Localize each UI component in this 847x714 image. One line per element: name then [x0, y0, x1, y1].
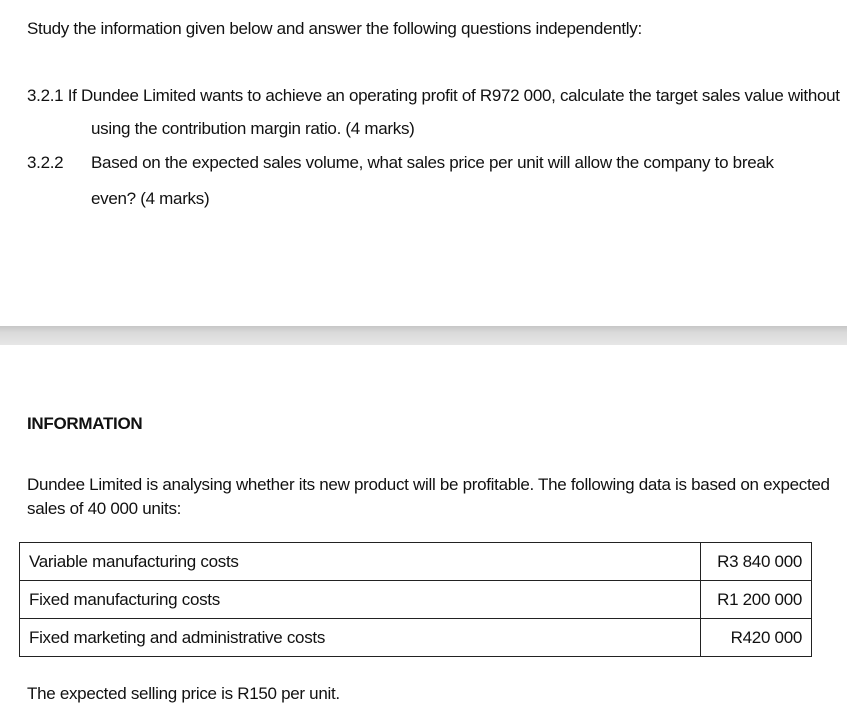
information-paragraph-line2: sales of 40 000 units: [27, 499, 182, 518]
question-3-2-2-line2: even? (4 marks) [91, 189, 210, 208]
cost-table [19, 542, 812, 657]
cost-amount: R3 840 000 [701, 543, 812, 581]
selling-price-note: The expected selling price is R150 per unit. [27, 684, 340, 703]
information-heading: INFORMATION [27, 414, 143, 433]
information-paragraph [27, 473, 830, 521]
question-3-2-1-line2: using the contribution margin ratio. (4 marks) [91, 119, 415, 138]
intro-text: Study the information given below and answer the following questions independently: [27, 19, 642, 38]
table-row [20, 619, 812, 657]
cost-amount: R420 000 [701, 619, 812, 657]
table-row [20, 581, 812, 619]
question-3-2-2-number: 3.2.2 [27, 153, 64, 172]
question-3-2-2-line1: Based on the expected sales volume, what sales price per unit will allow the company to break [91, 153, 774, 172]
information-paragraph-line1: Dundee Limited is analysing whether its new product will be profitable. The following data is based on expected [27, 475, 830, 494]
cost-label: Fixed marketing and administrative costs [20, 619, 701, 657]
cost-amount: R1 200 000 [701, 581, 812, 619]
page-divider [0, 326, 847, 345]
question-3-2-1-line1: 3.2.1 If Dundee Limited wants to achieve an operating profit of R972 000, calculate the target sales value without [27, 86, 840, 105]
cost-label: Fixed manufacturing costs [20, 581, 701, 619]
cost-label: Variable manufacturing costs [20, 543, 701, 581]
table-row [20, 543, 812, 581]
